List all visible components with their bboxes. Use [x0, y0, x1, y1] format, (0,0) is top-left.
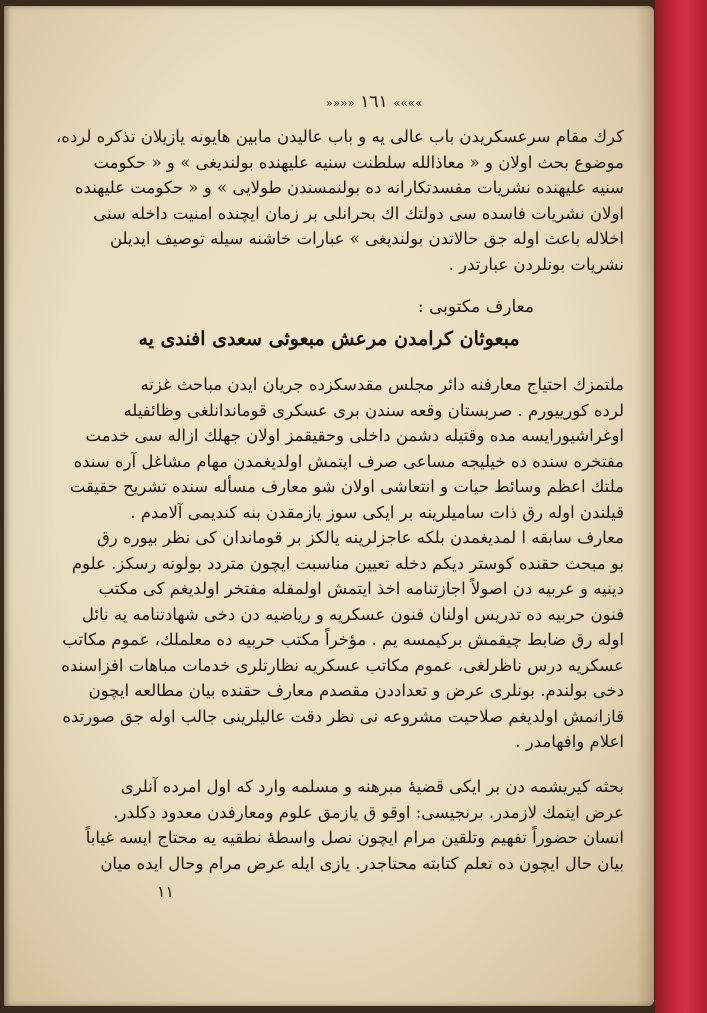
text-line: دينيه و عربيه دن اصولاً اجازتنامه اخذ ايتمش اولمقله مفتخر اولديغم كى مكتب	[98, 579, 624, 598]
signature-folio-number: ١١	[156, 882, 174, 901]
text-line: بو مبحث حقنده كوستر ديكم دخله تعيين مناسبت ايچون متردد بولونه رسكز. علوم	[71, 553, 624, 573]
ornament-left: »»»»	[325, 95, 355, 110]
text-line: نشريات بونلردن عبارتدر .	[448, 254, 624, 274]
text-line: اخلاله باعث اوله جق حالاتدن بولنديغى » عبارات خاشنه سيله توصيف ايديلن	[109, 229, 624, 248]
text-line: قيلندن اوله رق ذات ساميلرينه بر ايكى سوز يازمقدن بنه كنديمى آلامدم .	[130, 502, 624, 522]
text-line: بحثه كيريشمه دن بر ايكى قضيهٔ مبرهنه و مسلمه وارد كه اول امرده آنلرى	[120, 777, 624, 796]
text-line: عرض ايتمك لازمدر. برنجيسى: اوقو ق يازمق علوم ومعارفدن معدود دكلدر.	[113, 802, 624, 822]
paragraph-2	[49, 372, 624, 755]
letter-title: مبعوثان كرامدن مرعش مبعوثى سعدى افندى يه	[138, 328, 520, 350]
book-spine-red-edge	[655, 0, 707, 1013]
text-line: قازانمش اولديغم صلاحيت مشروعه نى نظر دقت عاليلرينى جالب اوله جق صورتده	[62, 706, 624, 726]
text-line: كرك مقام سرعسكريدن باب عالى يه و باب عاليدن مابين هايونه يازيلان تذكره لرده،	[55, 127, 624, 146]
text-line: بيان حال ايچون ده تعلم كتابته محتاجدر. يازى ايله عرض مرام وحال ايده ميان	[100, 853, 624, 873]
text-line: انسان حضوراً تفهيم وتلقين مرام ايچون نصل واسطهٔ نطقيه يه محتاج ايسه غياباً	[85, 828, 624, 847]
text-line: ملتمزك احتياج معارفنه دائر مجلس مقدسكزده جريان ايدن مباحث غزته	[140, 375, 624, 394]
text-line: مفتخره سنده ده خيليجه مساعى صرف ايتمش اولديغمدن مهام مشاغل آره سنده	[73, 451, 624, 471]
page-header	[304, 92, 444, 116]
paragraph-3	[49, 774, 624, 876]
text-line: موضوع بحث اولان و « معاذالله سلطنت سنيه عليهنده بولنديغى » و « حكومت	[93, 152, 624, 172]
text-line: اوغراشيورايسه مده وقتيله دشمن داخلى وحقيقمز اولان جهلك ازاله سى خدمت	[85, 426, 624, 445]
text-line: معارف سابقه ا لمديغمدن بلكه عاجزلرينه يالكز بر قوماندان كى نظر بيوره رق	[96, 528, 624, 547]
page-number: ١٦١	[360, 92, 388, 112]
text-line: سنيه عليهنده نشريات مفسدتكارانه ده بولنمسندن طولايى » و « حكومت عليهنده	[74, 178, 624, 197]
paragraph-1	[49, 124, 624, 277]
text-line: دخى بولندم. بونلرى عرض و تعداددن مقصدم معارف حقنده بيان مطالعه ايچون	[88, 681, 624, 700]
text-line: اولان نشريات فاسده سى دولتك اك بحرانلى بر زمان ايچنده امنيت داخله سنى	[93, 203, 624, 223]
text-line: فنون حربيه ده تدريس اولنان فنون عسكريه و رياضيه دن دخى شهادتنامه يه نائل	[81, 604, 624, 624]
text-line: ملتك اعظم وسائط حيات و انتعاشى اولان شو معارف مسأله سنده تشريح حقيقت	[69, 477, 624, 496]
text-line: لرده كورييورم . صربستان وقعه سندن برى عسكرى قوماندانلغى وظائفيله	[123, 400, 624, 420]
ornament-right: ««««	[393, 95, 423, 110]
book-page	[4, 6, 654, 1006]
text-line: عسكريه درس ناظرلغى، عموم مكاتب عسكريه نظارتلرى خدمات مباهات افزاسنده	[61, 655, 624, 675]
text-line: اعلام وافهامدر .	[515, 732, 624, 751]
text-line: اوله رق ضابط چيقمش بركيمسه يم . مؤخراً مكتب حربيه ده معلملك، عموم مكاتب	[62, 630, 624, 649]
section-label: معارف مكتوبى :	[417, 297, 534, 317]
